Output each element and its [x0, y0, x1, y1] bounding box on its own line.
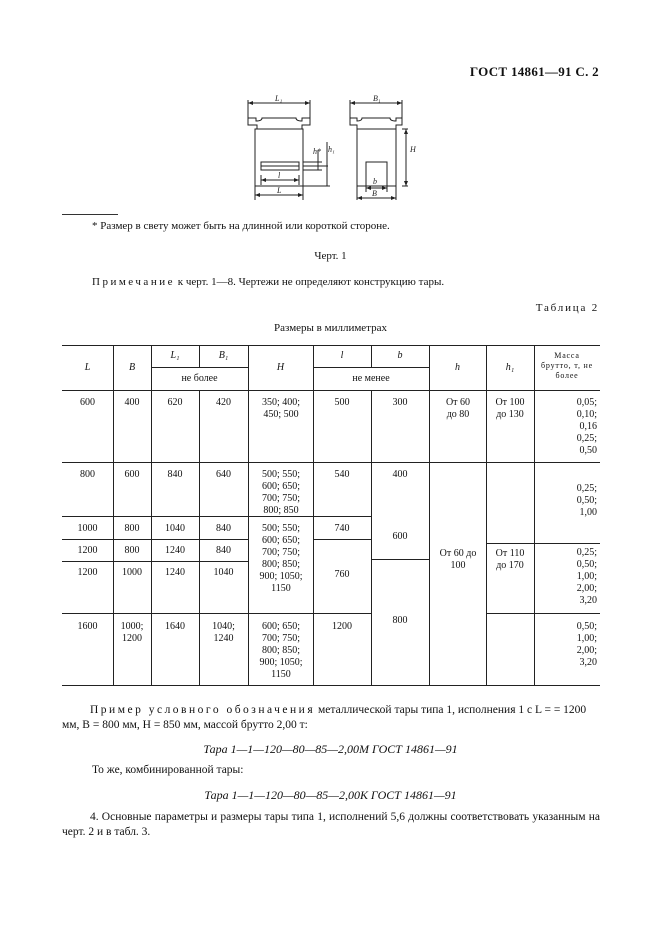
table-rule-sub1	[151, 367, 248, 368]
header-h: h	[455, 362, 460, 373]
cell-r2-B1: 640	[216, 469, 231, 480]
table-col-sep-3b	[199, 390, 200, 686]
cell-r3-B: 800	[124, 523, 140, 534]
header-b: b	[397, 350, 403, 361]
cell-r6-B1: 1040; 1240	[212, 621, 235, 644]
cell-r5-h: От 60 до 100	[439, 548, 477, 571]
container-drawing	[230, 92, 430, 207]
cell-r2-mass: 0,25; 0,50; 1,00	[576, 483, 597, 518]
cell-r2-L: 800	[80, 469, 95, 480]
cell-r1-L: 600	[80, 397, 95, 408]
cell-r1-L1: 620	[167, 397, 183, 408]
cell-r2-b: 400	[392, 469, 408, 480]
header-B1: B₁	[218, 350, 229, 361]
cell-r2-B: 600	[124, 469, 140, 480]
page-header: ГОСТ 14861—91 С. 2	[469, 64, 599, 79]
cell-r6-l: 1200	[332, 621, 352, 632]
header-L1: L₁	[170, 350, 180, 361]
cell-r5-mass: 0,25; 0,50; 1,00; 2,00; 3,20	[576, 547, 597, 606]
table-col-sep-8	[486, 345, 487, 686]
cell-r1-h1: От 100 до 130	[495, 397, 525, 420]
label-h1: h₁	[328, 145, 335, 154]
label-H: H	[410, 145, 416, 154]
cell-r6-mass: 0,50; 1,00; 2,00; 3,20	[576, 621, 597, 668]
label-L: L	[277, 186, 282, 195]
cell-r4-L: 1200	[77, 545, 98, 556]
table-rule-row5a	[62, 613, 371, 614]
cell-r2-L1: 840	[167, 469, 183, 480]
label-h: h*	[313, 147, 321, 156]
designation-formula-metal: Тара 1—1—120—80—85—2,00М ГОСТ 14861—91	[203, 742, 458, 756]
cell-r5-L1: 1240	[165, 567, 185, 578]
header-not-more: не более	[181, 373, 218, 384]
label-L1: L₁	[275, 94, 283, 103]
footnote: * Размер в свету может быть на длинной или короткой стороне.	[92, 220, 390, 232]
cell-r1-H: 350; 400; 450; 500	[261, 397, 301, 420]
table-rule-header	[62, 390, 600, 391]
note-text: к черт. 1—8. Чертежи не определяют конструкцию тары.	[174, 276, 445, 288]
table-rule-sub2	[313, 367, 429, 368]
cell-r6-B: 1000; 1200	[120, 621, 144, 644]
header-B: B	[128, 362, 136, 373]
note-prefix: Примечание	[92, 276, 175, 288]
cell-r4-L1: 1240	[165, 545, 185, 556]
table-rule-row3b	[313, 539, 371, 540]
table-col-sep-9	[534, 345, 535, 686]
dimensions-table	[62, 345, 600, 686]
label-B: B	[372, 189, 377, 198]
cell-r3-l: 740	[334, 523, 350, 534]
side-top-rim	[350, 118, 402, 129]
cell-r3-L1: 1040	[165, 523, 185, 534]
table-number: Таблица 2	[535, 302, 599, 314]
cell-r6-L1: 1640	[165, 621, 185, 632]
table-rule-row5b	[486, 613, 600, 614]
cell-r3-B1: 840	[216, 523, 231, 534]
table-rule-row3a	[62, 539, 248, 540]
cell-r2-H: 500; 550; 600; 650; 700; 750; 800; 850	[261, 469, 301, 516]
cell-r4-B: 800	[124, 545, 140, 556]
cell-r1-mass: 0,05; 0,10; 0,16 0,25; 0,50	[576, 397, 597, 456]
table-rule-row2a	[62, 516, 371, 517]
cell-r1-h: От 60 до 80	[445, 397, 471, 420]
designation-formula-combined: Тара 1—1—120—80—85—2,00К ГОСТ 14861—91	[204, 788, 457, 802]
cell-r1-l: 500	[334, 397, 350, 408]
cell-r6-b: 800	[392, 615, 408, 626]
table-rule-bottom	[62, 685, 600, 686]
paragraph-4: 4. Основные параметры и размеры тары типа 1, исполнений 5,6 должны соответствовать указанным на черт. 2 и в табл. 3.	[62, 811, 600, 838]
label-B1: B₁	[373, 94, 381, 103]
cell-r1-B1: 420	[216, 397, 231, 408]
label-l: l	[278, 171, 281, 180]
header-L: L	[84, 362, 91, 373]
cell-r3-L: 1000	[77, 523, 98, 534]
table-rule-row3c	[371, 559, 429, 560]
designation-example	[62, 703, 602, 733]
cell-r6-H: 600; 650; 700; 750; 800; 850; 900; 1050; 1150	[259, 621, 303, 680]
cell-r1-b: 300	[392, 397, 408, 408]
cell-r2-l: 540	[334, 469, 350, 480]
table-units: Размеры в миллиметрах	[274, 322, 387, 334]
header-mass: Масса брутто, т, не более	[541, 351, 593, 380]
header-h1: h₁	[505, 362, 515, 373]
table-rule-top	[62, 345, 600, 346]
cell-r5-B1: 1040	[213, 567, 234, 578]
cell-r6-L: 1600	[77, 621, 98, 632]
example-text: металлической тары типа 1, исполнения 1 с L = = 1200 мм, B = 800 мм, H = 850 мм, массой брутто 2,00 т:	[62, 704, 587, 731]
label-b: b	[373, 177, 377, 186]
cell-r5-L: 1200	[77, 567, 98, 578]
table-col-sep-4	[248, 345, 249, 686]
cell-r3-b: 600	[392, 531, 408, 542]
header-not-less: не менее	[352, 373, 390, 384]
header-l: l	[340, 350, 344, 361]
example-prefix: Пример условного обозначения	[90, 704, 316, 716]
cell-r5-B: 1000	[122, 567, 142, 578]
table-rule-row2b	[486, 543, 600, 544]
figure-caption: Черт. 1	[314, 250, 347, 262]
cell-r5-h1: От 110 до 170	[495, 548, 525, 571]
combined-label: То же, комбинированной тары:	[92, 764, 244, 776]
table-rule-row1	[62, 462, 600, 463]
cell-r1-B: 400	[124, 397, 140, 408]
cell-r3-H: 500; 550; 600; 650; 700; 750; 800; 850; 900; 1050; 1150	[259, 523, 303, 594]
header-H: H	[276, 362, 285, 373]
table-rule-row4	[62, 561, 248, 562]
cell-r4-B1: 840	[216, 545, 231, 556]
cell-r5-l: 760	[334, 569, 350, 580]
footnote-rule	[62, 214, 118, 215]
table-col-sep-7	[429, 345, 430, 686]
note	[92, 276, 444, 288]
front-top-rim	[248, 118, 310, 129]
